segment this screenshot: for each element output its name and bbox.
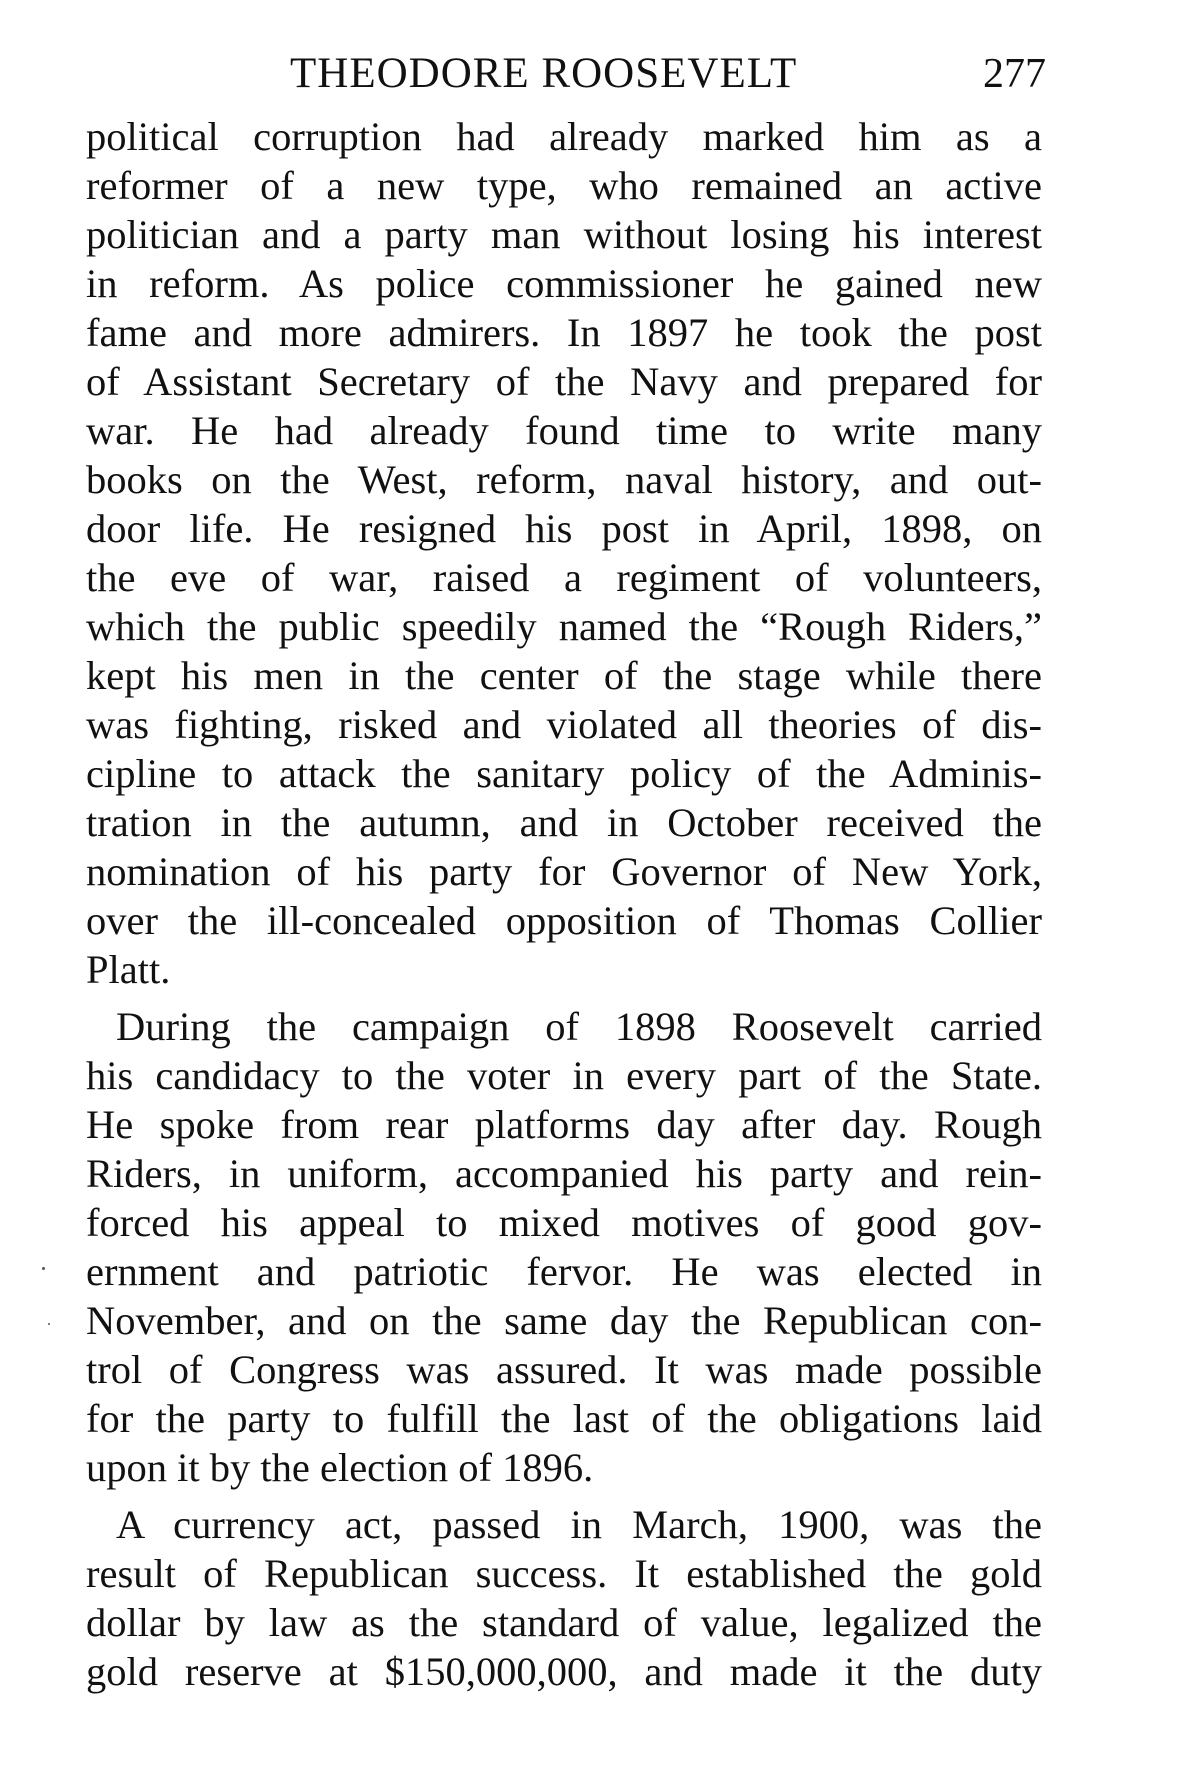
text-line: During the campaign of 1898 Roosevelt carried bbox=[116, 1004, 1042, 1049]
body-text bbox=[86, 112, 1042, 1704]
text-line: tration in the autumn, and in October received the bbox=[86, 800, 1042, 845]
text-line: reformer of a new type, who remained an active bbox=[86, 163, 1042, 208]
text-line: over the ill-concealed opposition of Thomas Collier bbox=[86, 898, 1042, 943]
running-head: THEODORE ROOSEVELT bbox=[290, 50, 798, 97]
text-line: upon it by the election of 1896. bbox=[86, 1445, 594, 1490]
text-line: political corruption had already marked him as a bbox=[86, 114, 1042, 159]
paragraph-1 bbox=[86, 112, 1042, 994]
text-line: war. He had already found time to write many bbox=[86, 408, 1042, 453]
text-line: which the public speedily named the “Rough Riders,” bbox=[86, 604, 1042, 649]
text-line: fame and more admirers. In 1897 he took the post bbox=[86, 310, 1042, 355]
text-line: A currency act, passed in March, 1900, was the bbox=[116, 1502, 1042, 1547]
text-line: in reform. As police commissioner he gained new bbox=[86, 261, 1042, 306]
text-line: door life. He resigned his post in April, 1898, on bbox=[86, 506, 1042, 551]
text-line: politician and a party man without losing his interest bbox=[86, 212, 1042, 257]
page-header bbox=[86, 44, 1046, 104]
text-line: Riders, in uniform, accompanied his party and rein- bbox=[86, 1151, 1042, 1196]
paragraph-2 bbox=[86, 1002, 1042, 1492]
text-line: kept his men in the center of the stage while there bbox=[86, 653, 1042, 698]
paragraph-3 bbox=[86, 1500, 1042, 1696]
text-line: gold reserve at $150,000,000, and made it the duty bbox=[86, 1649, 1042, 1694]
text-line: forced his appeal to mixed motives of good gov- bbox=[86, 1200, 1042, 1245]
text-line: He spoke from rear platforms day after day. Rough bbox=[86, 1102, 1042, 1147]
text-line: November, and on the same day the Republican con- bbox=[86, 1298, 1042, 1343]
text-line: cipline to attack the sanitary policy of the Adminis- bbox=[86, 751, 1042, 796]
text-line: books on the West, reform, naval history, and out- bbox=[86, 457, 1042, 502]
text-line: was fighting, risked and violated all theories of dis- bbox=[86, 702, 1042, 747]
text-line: of Assistant Secretary of the Navy and prepared for bbox=[86, 359, 1042, 404]
print-speck bbox=[48, 1323, 50, 1325]
text-line: ernment and patriotic fervor. He was elected in bbox=[86, 1249, 1042, 1294]
print-speck bbox=[42, 1267, 45, 1270]
text-line: the eve of war, raised a regiment of volunteers, bbox=[86, 555, 1042, 600]
text-line: dollar by law as the standard of value, legalized the bbox=[86, 1600, 1042, 1645]
text-line: nomination of his party for Governor of New York, bbox=[86, 849, 1042, 894]
page-number: 277 bbox=[983, 51, 1046, 97]
text-line: his candidacy to the voter in every part of the State. bbox=[86, 1053, 1042, 1098]
text-line: for the party to fulfill the last of the obligations laid bbox=[86, 1396, 1042, 1441]
text-line: result of Republican success. It established the gold bbox=[86, 1551, 1042, 1596]
text-line: Platt. bbox=[86, 947, 171, 992]
text-line: trol of Congress was assured. It was made possible bbox=[86, 1347, 1042, 1392]
